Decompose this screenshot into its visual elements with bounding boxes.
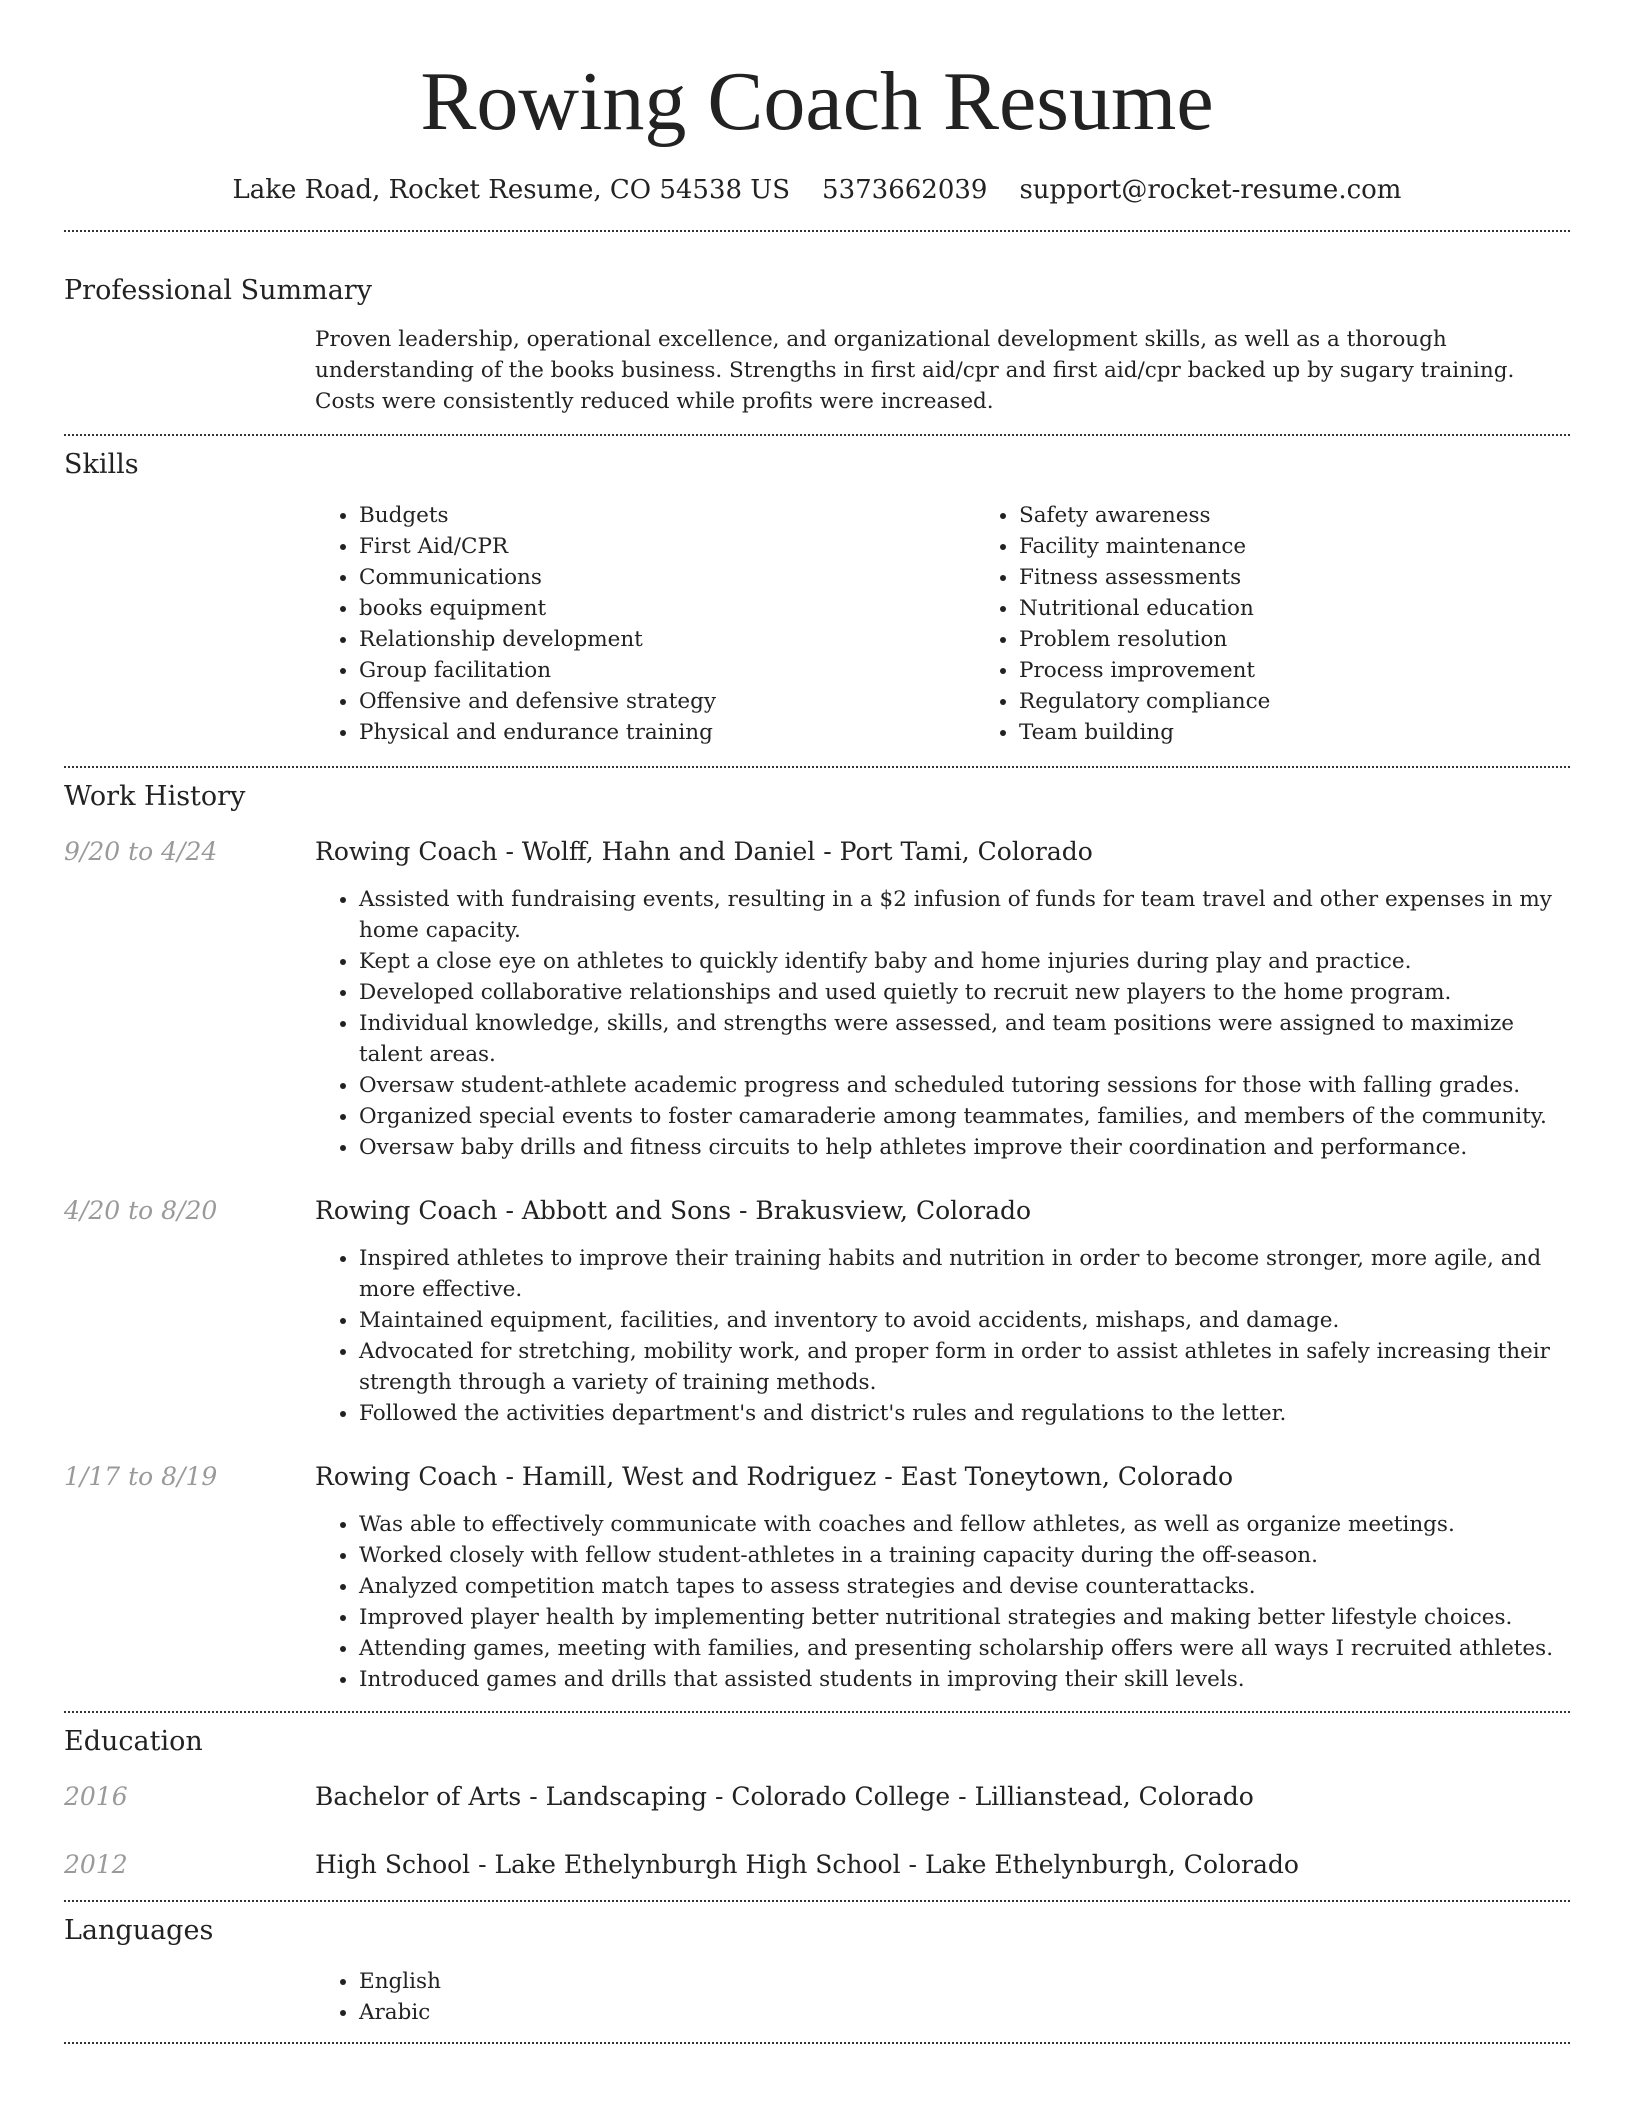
job-entry — [64, 1195, 1570, 1429]
job-bullet: • Attending games, meeting with families, and presenting scholarship offers were all ways I recruited athletes. — [359, 1633, 1570, 1664]
skills-list-left — [315, 500, 975, 748]
education-entry — [64, 1781, 1570, 1813]
section-divider — [64, 1711, 1570, 1713]
skill-item: • Budgets — [359, 500, 975, 531]
section-divider — [64, 2042, 1570, 2044]
skills-section — [64, 448, 1570, 748]
job-entry — [64, 1461, 1570, 1695]
work-section — [64, 780, 1570, 1695]
job-bullet: • Organized special events to foster camaraderie among teammates, families, and members of the community. — [359, 1101, 1570, 1132]
education-section — [64, 1725, 1570, 1881]
job-entry — [64, 836, 1570, 1163]
languages-list — [315, 1966, 1570, 2028]
skill-item: • Regulatory compliance — [1019, 686, 1632, 717]
summary-text: Proven leadership, operational excellence, and organizational development skills, as well as a thorough understanding of the books business. Strengths in first aid/cpr and first aid/cpr backed up by sugary training. Costs were consistently reduced while profits were increased. — [315, 327, 1515, 414]
languages-section — [64, 1914, 1570, 2028]
work-heading: Work History — [64, 781, 246, 812]
education-year: 2012 — [64, 1850, 128, 1879]
education-heading: Education — [64, 1726, 203, 1757]
skill-item: • Nutritional education — [1019, 593, 1632, 624]
skill-item: • Group facilitation — [359, 655, 975, 686]
job-bullet: • Assisted with fundraising events, resulting in a $2 infusion of funds for team travel and other expenses in my home capacity. — [359, 884, 1570, 946]
job-heading: Rowing Coach - Abbott and Sons - Brakusview, Colorado — [315, 1196, 1032, 1225]
language-item: • Arabic — [359, 1997, 1570, 2028]
contact-address: Lake Road, Rocket Resume, CO 54538 US — [232, 175, 791, 205]
skill-item: • Team building — [1019, 717, 1632, 748]
skill-item: • books equipment — [359, 593, 975, 624]
section-divider — [64, 434, 1570, 436]
section-divider — [64, 230, 1570, 232]
job-bullet: • Inspired athletes to improve their training habits and nutrition in order to become stronger, more agile, and more effective. — [359, 1243, 1570, 1305]
job-bullets — [315, 884, 1570, 1163]
job-dates: 4/20 to 8/20 — [64, 1196, 218, 1225]
skill-item: • Physical and endurance training — [359, 717, 975, 748]
skills-heading: Skills — [64, 449, 139, 480]
education-entry — [64, 1849, 1570, 1881]
job-bullet: • Kept a close eye on athletes to quickly identify baby and home injuries during play and practice. — [359, 946, 1570, 977]
education-year: 2016 — [64, 1782, 128, 1811]
skill-item: • Safety awareness — [1019, 500, 1632, 531]
job-bullets — [315, 1509, 1570, 1695]
resume-page — [64, 0, 1570, 2044]
skill-item: • Problem resolution — [1019, 624, 1632, 655]
job-bullet: • Oversaw baby drills and fitness circuits to help athletes improve their coordination and performance. — [359, 1132, 1570, 1163]
job-bullet: • Developed collaborative relationships and used quietly to recruit new players to the home program. — [359, 977, 1570, 1008]
skill-item: • Relationship development — [359, 624, 975, 655]
job-bullet: • Worked closely with fellow student-athletes in a training capacity during the off-season. — [359, 1540, 1570, 1571]
skill-item: • Offensive and defensive strategy — [359, 686, 975, 717]
skill-item: • First Aid/CPR — [359, 531, 975, 562]
section-divider — [64, 1900, 1570, 1902]
summary-heading: Professional Summary — [64, 275, 372, 306]
job-bullet: • Was able to effectively communicate with coaches and fellow athletes, as well as organize meetings. — [359, 1509, 1570, 1540]
contact-email: support@rocket-resume.com — [1019, 175, 1402, 205]
job-heading: Rowing Coach - Wolff, Hahn and Daniel - Port Tami, Colorado — [315, 837, 1093, 866]
job-bullet: • Maintained equipment, facilities, and inventory to avoid accidents, mishaps, and damage. — [359, 1305, 1570, 1336]
education-text: Bachelor of Arts - Landscaping - Colorado College - Lillianstead, Colorado — [315, 1782, 1254, 1811]
languages-heading: Languages — [64, 1915, 214, 1946]
summary-section — [64, 274, 1570, 417]
contact-phone: 5373662039 — [822, 175, 988, 205]
skill-item: • Fitness assessments — [1019, 562, 1632, 593]
job-bullets — [315, 1243, 1570, 1429]
skills-list-right — [975, 500, 1632, 748]
section-divider — [64, 766, 1570, 768]
job-bullet: • Improved player health by implementing better nutritional strategies and making better lifestyle choices. — [359, 1602, 1570, 1633]
job-heading: Rowing Coach - Hamill, West and Rodriguez - East Toneytown, Colorado — [315, 1462, 1234, 1491]
job-bullet: • Individual knowledge, skills, and strengths were assessed, and team positions were assigned to maximize talent areas. — [359, 1008, 1570, 1070]
job-bullet: • Analyzed competition match tapes to assess strategies and devise counterattacks. — [359, 1571, 1570, 1602]
job-bullet: • Followed the activities department's and district's rules and regulations to the letter. — [359, 1398, 1570, 1429]
language-item: • English — [359, 1966, 1570, 1997]
job-bullet: • Oversaw student-athlete academic progress and scheduled tutoring sessions for those with falling grades. — [359, 1070, 1570, 1101]
education-text: High School - Lake Ethelynburgh High School - Lake Ethelynburgh, Colorado — [315, 1850, 1299, 1879]
job-bullet: • Introduced games and drills that assisted students in improving their skill levels. — [359, 1664, 1570, 1695]
skill-item: • Process improvement — [1019, 655, 1632, 686]
job-dates: 9/20 to 4/24 — [64, 837, 218, 866]
skill-item: • Facility maintenance — [1019, 531, 1632, 562]
contact-line — [64, 174, 1570, 206]
resume-title: Rowing Coach Resume — [420, 55, 1214, 148]
job-dates: 1/17 to 8/19 — [64, 1462, 218, 1491]
job-bullet: • Advocated for stretching, mobility work, and proper form in order to assist athletes in safely increasing their strength through a variety of training methods. — [359, 1336, 1570, 1398]
skill-item: • Communications — [359, 562, 975, 593]
